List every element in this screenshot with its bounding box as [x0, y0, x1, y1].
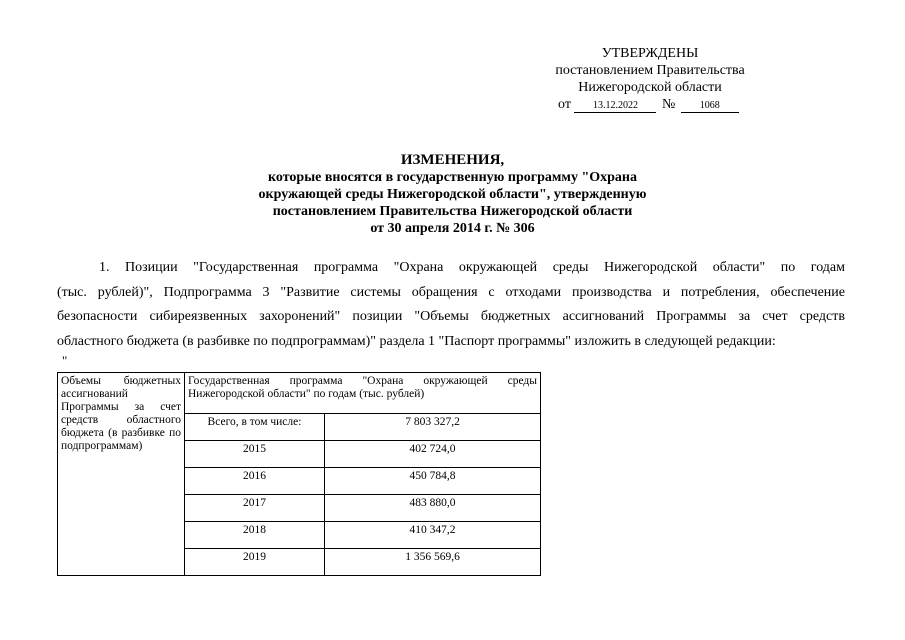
- opening-quote: ": [62, 353, 68, 368]
- approval-number: 1068: [681, 100, 739, 113]
- row-value: 483 880,0: [325, 495, 541, 522]
- row-label: 2015: [185, 441, 325, 468]
- approval-line-2: постановлением Правительства: [555, 63, 745, 78]
- body-paragraph: [57, 256, 845, 354]
- row-label: 2016: [185, 468, 325, 495]
- approval-date-row: [520, 96, 780, 113]
- table-header-cell: Государственная программа "Охрана окружающей среды Нижегородской области" по годам (тыс. рублей): [185, 373, 541, 414]
- budget-table: [57, 372, 541, 576]
- left-label-cell: Объемы бюджетных ассигнований Программы за счет средств областного бюджета (в разбивке по подпрограммам): [58, 373, 185, 576]
- heading-line-2: окружающей среды Нижегородской области", утвержденную: [258, 187, 647, 202]
- approval-date: 13.12.2022: [574, 100, 656, 113]
- heading-line-1: которые вносятся в государственную программу "Охрана: [268, 170, 637, 185]
- heading-line-4: от 30 апреля 2014 г. № 306: [370, 221, 535, 236]
- row-value: 402 724,0: [325, 441, 541, 468]
- row-value: 1 356 569,6: [325, 549, 541, 576]
- paragraph-line-3: безопасности сибиреязвенных захоронений" позиции "Объемы бюджетных ассигнований Программы за счет средств: [57, 309, 845, 324]
- approval-block: [520, 45, 780, 113]
- approval-line-3: Нижегородской области: [578, 80, 722, 95]
- heading-line-3: постановлением Правительства Нижегородской области: [272, 204, 633, 219]
- paragraph-line-2: (тыс. рублей)", Подпрограмма 3 "Развитие системы обращения с отходами производства и потребления, обеспечение: [57, 284, 845, 300]
- table-row: [58, 373, 541, 414]
- row-label: 2018: [185, 522, 325, 549]
- row-label: 2017: [185, 495, 325, 522]
- document-heading: [200, 152, 705, 237]
- date-prefix: от: [558, 97, 571, 112]
- paragraph-line-1: 1. Позиции "Государственная программа "Охрана окружающей среды Нижегородской области" по годам: [99, 260, 845, 275]
- number-sign: №: [661, 97, 676, 112]
- row-label: 2019: [185, 549, 325, 576]
- row-value: 410 347,2: [325, 522, 541, 549]
- approval-title: УТВЕРЖДЕНЫ: [601, 46, 699, 61]
- row-value: 7 803 327,2: [325, 414, 541, 441]
- row-value: 450 784,8: [325, 468, 541, 495]
- heading-title: ИЗМЕНЕНИЯ,: [400, 152, 505, 168]
- row-label: Всего, в том числе:: [185, 414, 325, 441]
- paragraph-line-4: областного бюджета (в разбивке по подпрограммам)" раздела 1 "Паспорт программы" изложить в следующей редакции:: [57, 333, 776, 349]
